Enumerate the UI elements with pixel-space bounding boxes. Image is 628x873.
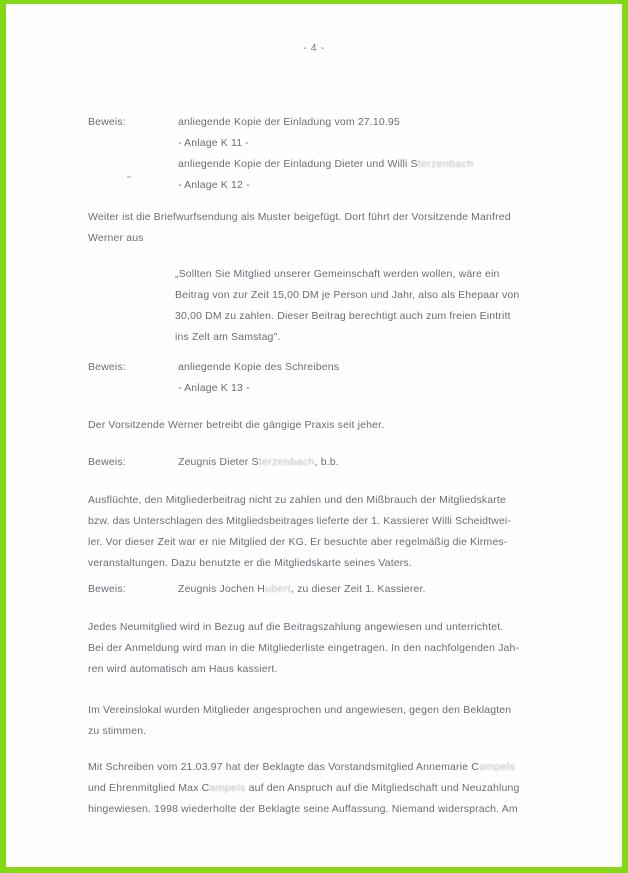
- evidence-block-3: [88, 452, 548, 473]
- evidence-line: - Anlage K 11 -: [178, 137, 249, 149]
- paragraph-line: Ausflüchte, den Mitgliederbeitrag nicht zu zahlen und den Mißbrauch der Mitgliedskarte: [88, 494, 506, 506]
- quoted-passage: [175, 264, 555, 348]
- paragraph-line: Werner aus: [88, 232, 144, 244]
- evidence-line: [178, 154, 548, 175]
- evidence-block-2: [88, 357, 548, 399]
- paragraph-line: bzw. das Unterschlagen des Mitgliedsbeitrages lieferte der 1. Kassierer Willi Scheidtwei-: [88, 515, 512, 527]
- redacted-name: terzenbach: [417, 158, 474, 170]
- paragraph-line: [88, 757, 548, 778]
- paragraph-line: Der Vorsitzende Werner betreibt die gängige Praxis seit jeher.: [88, 419, 385, 431]
- redacted-name: terzenbach: [258, 456, 315, 468]
- evidence-line: - Anlage K 13 -: [178, 382, 250, 394]
- evidence-line: [178, 452, 548, 473]
- evidence-line: - Anlage K 12 -: [178, 179, 250, 191]
- evidence-line: anliegende Kopie der Einladung vom 27.10.95: [178, 116, 400, 128]
- paragraph-line: zu stimmen.: [88, 725, 147, 737]
- page-number: - 4 -: [303, 42, 325, 54]
- evidence-line-suffix: , zu dieser Zeit 1. Kassierer.: [290, 583, 426, 595]
- paragraph-line: [88, 778, 548, 799]
- evidence-line-text: Zeugnis Jochen H: [178, 583, 266, 595]
- paragraph-line-text: und Ehrenmitglied Max C: [88, 782, 210, 794]
- redacted-name: ampels: [478, 761, 516, 773]
- quote-line: Beitrag von zur Zeit 15,00 DM je Person und Jahr, also als Ehepaar von: [175, 289, 520, 301]
- evidence-label: Beweis:: [88, 583, 126, 595]
- evidence-label: Beweis:: [88, 456, 126, 468]
- paragraph-line: veranstaltungen. Dazu benutzte er die Mitgliedskarte seines Vaters.: [88, 557, 412, 569]
- evidence-line-text: anliegende Kopie der Einladung Dieter und Willi S: [178, 158, 418, 170]
- paragraph-line: ler. Vor dieser Zeit war er nie Mitglied der KG. Er besuchte aber regelmäßig die Kirmes-: [88, 536, 508, 548]
- evidence-line-suffix: , b.b.: [314, 456, 339, 468]
- paragraph-line: Im Vereinslokal wurden Mitglieder angesprochen und angewiesen, gegen den Beklagten: [88, 704, 512, 716]
- redacted-name: ampels: [209, 782, 246, 794]
- redacted-name: ubert: [265, 583, 291, 595]
- paragraph-6: [88, 757, 548, 820]
- paragraph-line: hingewiesen. 1998 wiederholte der Beklagte seine Auffassung. Niemand widersprach. Am: [88, 803, 518, 815]
- quote-line: ins Zelt am Samstag".: [175, 331, 281, 343]
- paragraph-line: Jedes Neumitglied wird in Bezug auf die Beitragszahlung angewiesen und unterrichtet.: [88, 621, 504, 633]
- paragraph-4: [88, 617, 548, 680]
- paragraph-line: Bei der Anmeldung wird man in die Mitgliederliste eingetragen. In den nachfolgenden Jah-: [88, 642, 520, 654]
- paragraph-line-text: Mit Schreiben vom 21.03.97 hat der Beklagte das Vorstandsmitglied Annemarie C: [88, 761, 479, 773]
- evidence-label: Beweis:: [88, 116, 126, 128]
- paragraph-line-suffix: auf den Anspruch auf die Mitgliedschaft und Neuzahlung: [245, 782, 520, 794]
- scan-artifact-speck: [127, 176, 131, 178]
- paragraph-2: [88, 415, 548, 436]
- evidence-block-4: [88, 579, 548, 600]
- paragraph-1: [88, 207, 548, 249]
- evidence-block-1: [88, 112, 548, 196]
- document-content: [6, 4, 622, 867]
- evidence-line-text: Zeugnis Dieter S: [178, 456, 259, 468]
- paragraph-3: [88, 490, 548, 574]
- paragraph-line: Weiter ist die Briefwurfsendung als Muster beigefügt. Dort führt der Vorsitzende Manfred: [88, 211, 511, 223]
- quote-line: „Sollten Sie Mitglied unserer Gemeinschaft werden wollen, wäre ein: [175, 268, 500, 280]
- quote-line: 30,00 DM zu zahlen. Dieser Beitrag berechtigt auch zum freien Eintritt: [175, 310, 511, 322]
- evidence-line: anliegende Kopie des Schreibens: [178, 361, 340, 373]
- paragraph-line: ren wird automatisch am Haus kassiert.: [88, 663, 278, 675]
- evidence-label: Beweis:: [88, 361, 126, 373]
- paragraph-5: [88, 700, 548, 742]
- evidence-line: [178, 579, 548, 600]
